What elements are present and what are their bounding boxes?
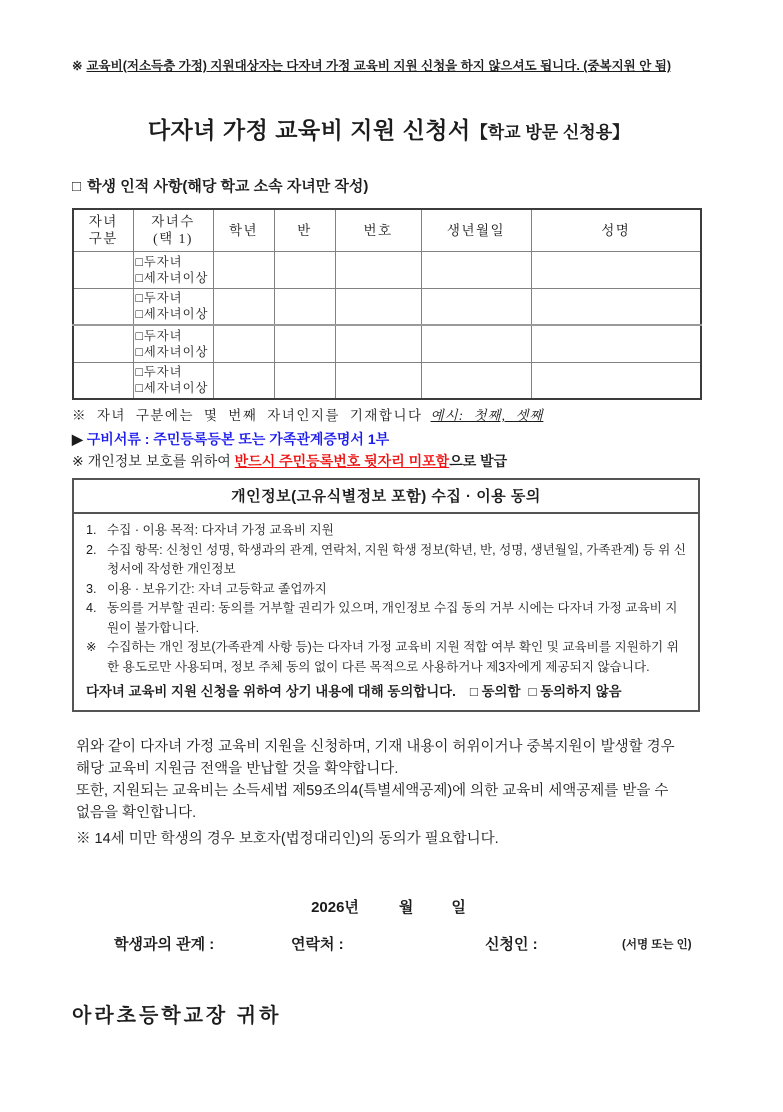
checkbox-three-or-more: □세자녀이상	[135, 307, 209, 322]
reference-mark-icon: ※	[86, 640, 97, 654]
recipient-line: 아라초등학교장 귀하	[72, 1004, 282, 1027]
consent-item-num: 4.	[86, 601, 97, 615]
top-note	[72, 56, 705, 74]
consent-item-num: 3.	[86, 581, 97, 596]
consent-box	[72, 478, 700, 712]
cell-name	[531, 362, 701, 399]
checkbox-two-children: □두자녀	[135, 254, 183, 269]
cell-child-order	[73, 362, 133, 399]
consent-item-text: 이용 · 보유기간: 자녀 고등학교 졸업까지	[107, 581, 327, 596]
date-month: 월	[398, 898, 414, 916]
reference-mark-icon: ※	[72, 453, 84, 469]
cell-class	[274, 362, 335, 399]
note-required-documents-text: 구비서류 : 주민등록등본 또는 가족관계증명서 1부	[86, 431, 390, 447]
declaration-paragraph	[72, 736, 705, 850]
cell-child-order	[73, 325, 133, 362]
declaration-line: 또한, 지원되는 교육비는 소득세법 제59조의4(특별세액공제)에 의한 교육비 세액공제를 받을 수	[76, 782, 669, 799]
cell-number	[335, 251, 421, 288]
cell-child-count	[133, 325, 213, 362]
table-row	[73, 362, 701, 399]
reference-mark-icon: ※	[72, 408, 87, 423]
header-child-order: 자녀 구분	[73, 209, 133, 251]
signature-line	[72, 933, 705, 953]
consent-item-2	[86, 541, 688, 580]
cell-grade	[213, 325, 274, 362]
section-header-label: 학생 인적 사항(해당 학교 소속 자녀만 작성)	[87, 178, 369, 195]
page-title	[72, 112, 705, 145]
cell-birthdate	[421, 325, 531, 362]
cell-child-count	[133, 362, 213, 399]
cell-name	[531, 288, 701, 325]
declaration-minor-note: ※ 14세 미만 학생의 경우 보호자(법정대리인)의 동의가 필요합니다.	[76, 830, 499, 847]
cell-child-count	[133, 288, 213, 325]
notes-block	[72, 407, 705, 470]
table-row	[73, 325, 701, 362]
declaration-line: 없음을 확인합니다.	[76, 804, 197, 821]
consent-item-4	[86, 599, 688, 638]
header-birthdate: 생년월일	[421, 209, 531, 251]
note-child-order-example: 예시: 첫째, 셋째	[430, 408, 544, 423]
cell-class	[274, 288, 335, 325]
checkbox-three-or-more: □세자녀이상	[135, 344, 209, 359]
signature-applicant-label: 신청인 :	[485, 935, 538, 953]
cell-grade	[213, 251, 274, 288]
consent-box-body	[74, 514, 698, 710]
consent-item-1	[86, 521, 688, 541]
declaration-line: 위와 같이 다자녀 가정 교육비 지원을 신청하며, 기재 내용이 허위이거나 중복지원이 발생할 경우	[76, 738, 675, 755]
student-info-table	[72, 208, 702, 400]
cell-number	[335, 325, 421, 362]
cell-number	[335, 362, 421, 399]
note-required-documents	[72, 430, 705, 448]
consent-agreement-line	[86, 682, 688, 702]
checkbox-two-children: □두자녀	[135, 328, 183, 343]
table-row	[73, 251, 701, 288]
header-grade: 학년	[213, 209, 274, 251]
signature-contact-label: 연락처 :	[291, 935, 344, 953]
consent-item-num: 2.	[86, 542, 97, 557]
date-year: 2026년	[311, 898, 359, 916]
note-privacy-suffix: 으로 발급	[449, 453, 508, 469]
consent-item-text: 동의를 거부할 권리: 동의를 거부할 권리가 있으며, 개인정보 수집 동의 거부 시에는 다자녀 가정 교육비 지원이 불가합니다.	[107, 601, 678, 635]
cell-name	[531, 251, 701, 288]
cell-grade	[213, 288, 274, 325]
cell-birthdate	[421, 251, 531, 288]
signature-relation-label: 학생과의 관계 :	[114, 935, 215, 953]
consent-agreement-statement: 다자녀 교육비 지원 신청을 위하여 상기 내용에 대해 동의합니다.	[86, 684, 456, 699]
note-child-order-text: 자녀 구분에는 몇 번째 자녀인지를 기재합니다	[96, 408, 423, 423]
note-child-order	[72, 407, 705, 425]
consent-item-text: 수집 · 이용 목적: 다자녀 가정 교육비 지원	[107, 523, 334, 537]
consent-item-3	[86, 580, 688, 600]
header-name: 성명	[531, 209, 701, 251]
table-row	[73, 288, 701, 325]
checkbox-three-or-more: □세자녀이상	[135, 270, 209, 285]
cell-child-order	[73, 251, 133, 288]
page-title-main: 다자녀 가정 교육비 지원 신청서	[147, 117, 471, 143]
table-header-row	[73, 209, 701, 251]
checkbox-two-children: □두자녀	[135, 291, 183, 306]
note-privacy-highlight: 반드시 주민등록번호 뒷자리 미포함	[234, 453, 450, 469]
header-child-count: 자녀수 (택 1)	[133, 209, 213, 251]
note-privacy-prefix: 개인정보 보호를 위하여	[87, 453, 235, 469]
header-class: 반	[274, 209, 335, 251]
cell-number	[335, 288, 421, 325]
consent-item-note	[86, 638, 688, 677]
cell-class	[274, 325, 335, 362]
consent-item-num: 1.	[86, 523, 97, 537]
signature-seal-note: (서명 또는 인)	[622, 938, 692, 951]
reference-mark-icon: ※	[72, 59, 83, 73]
checkbox-icon: □	[72, 178, 82, 195]
checkbox-agree: □ 동의함	[469, 684, 521, 699]
cell-name	[531, 325, 701, 362]
cell-birthdate	[421, 362, 531, 399]
cell-birthdate	[421, 288, 531, 325]
top-note-text: 교육비(저소득층 가정) 지원대상자는 다자녀 가정 교육비 지원 신청을 하지 않으셔도 됩니다. (중복지원 안 됨)	[86, 59, 671, 73]
section-header-student-info	[72, 175, 705, 196]
arrow-right-icon: ▶	[72, 431, 83, 447]
checkbox-disagree: □ 동의하지 않음	[528, 684, 622, 699]
declaration-line: 해당 교육비 지원금 전액을 반납할 것을 확약합니다.	[76, 760, 399, 777]
note-privacy	[72, 452, 705, 470]
header-number: 번호	[335, 209, 421, 251]
cell-child-order	[73, 288, 133, 325]
consent-item-text: 수집하는 개인 정보(가족관계 사항 등)는 다자녀 가정 교육비 지원 적합 여부 확인 및 교육비를 지원하기 위한 용도로만 사용되며, 정보 주체 동의 없이 다른 목적으로 사용하거나 제3자에게 제공되지 않습니다.	[107, 640, 679, 674]
consent-item-text: 수집 항목: 신청인 성명, 학생과의 관계, 연락처, 지원 학생 정보(학년, 반, 성명, 생년월일, 가족관계) 등 위 신청서에 작성한 개인정보	[107, 542, 686, 576]
consent-box-title: 개인정보(고유식별정보 포함) 수집 · 이용 동의	[74, 480, 698, 514]
date-line	[72, 896, 705, 917]
cell-class	[274, 251, 335, 288]
checkbox-two-children: □두자녀	[135, 365, 183, 380]
cell-grade	[213, 362, 274, 399]
cell-child-count	[133, 251, 213, 288]
checkbox-three-or-more: □세자녀이상	[135, 381, 209, 396]
date-day: 일	[451, 898, 466, 916]
page-title-suffix: 【학교 방문 신청용】	[470, 123, 630, 142]
